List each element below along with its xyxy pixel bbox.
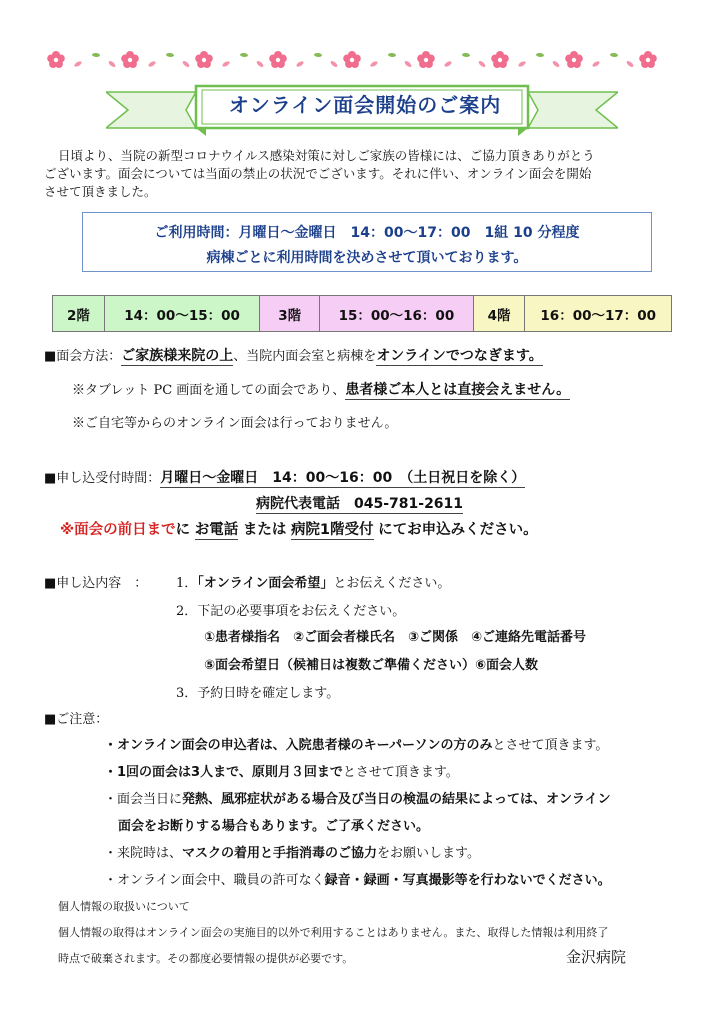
ward-hours-note: 病棟ごとに利用時間を決めさせて頂いております。 bbox=[206, 250, 528, 266]
petal-icon bbox=[330, 60, 339, 68]
flower-icon bbox=[47, 51, 65, 68]
online-request-phrase: 「オンライン面会希望」 bbox=[197, 576, 334, 591]
caution-3-text: ・面会当日に bbox=[104, 792, 183, 807]
apply-reception: 病院1階受付 bbox=[290, 522, 374, 538]
flower-icon bbox=[565, 51, 583, 68]
flower-icon bbox=[491, 51, 509, 68]
caution-4-end: をお願いします。 bbox=[377, 846, 480, 861]
caution-3-continued: 面会をお断りする場合もあります。ご了承ください。 bbox=[118, 819, 429, 834]
flower-icon bbox=[121, 51, 139, 68]
method-row bbox=[44, 346, 543, 367]
method-note-1 bbox=[72, 380, 570, 401]
petal-icon bbox=[74, 60, 83, 67]
caution-5 bbox=[104, 871, 611, 891]
method-visit: ご家族様来院の上 bbox=[121, 348, 234, 364]
phone-row bbox=[256, 494, 463, 515]
privacy-line-1: 個人情報の取得はオンライン面会の実施目的以外で利用することはありません。また、取得した情報は利用終了 bbox=[58, 926, 609, 939]
petal-icon bbox=[222, 60, 231, 67]
cautions-label: ■ご注意： bbox=[44, 712, 109, 727]
apply-phone: お電話 bbox=[194, 522, 239, 538]
floor-cell: 3階 bbox=[260, 296, 320, 331]
caution-4 bbox=[104, 844, 480, 864]
leaf-icon bbox=[536, 53, 544, 58]
reception-label: ■申し込受付時間： bbox=[44, 471, 161, 486]
caution-4-bold: マスクの着用と手指消毒のご協力 bbox=[182, 846, 378, 861]
usage-hours-line: ご利用時間：月曜日～金曜日 14：00～17：00 1組 10 分程度 bbox=[154, 225, 580, 241]
caution-4-text: ・来院時は、 bbox=[104, 846, 183, 861]
floor-cell: 2階 bbox=[53, 296, 105, 331]
flower-icon bbox=[269, 51, 287, 68]
leaf-icon bbox=[388, 53, 396, 58]
intro-line-3: させて頂きました。 bbox=[44, 184, 157, 199]
petal-icon bbox=[296, 60, 305, 67]
petal-icon bbox=[478, 60, 487, 68]
notice-text: に bbox=[175, 522, 191, 538]
notice-end: にてお申込みください。 bbox=[378, 522, 538, 538]
petal-icon bbox=[404, 60, 413, 68]
time-cell: 15：00～16：00 bbox=[320, 296, 474, 331]
method-label: ■面会方法： bbox=[44, 349, 122, 364]
time-cell: 14：00～15：00 bbox=[105, 296, 261, 331]
petal-icon bbox=[626, 60, 635, 68]
privacy-heading: 個人情報の取扱いについて bbox=[58, 900, 190, 913]
petal-icon bbox=[592, 60, 601, 67]
caution-3-bold: 発熱、風邪症状がある場合及び当日の検温の結果によっては、オンライン bbox=[182, 792, 611, 807]
notice-or: または bbox=[242, 522, 287, 538]
tablet-note: ※タブレット PC 画面を通しての面会であり、 bbox=[72, 383, 346, 398]
contents-item-1 bbox=[176, 574, 450, 594]
petal-icon bbox=[444, 60, 453, 67]
contents-label: ■申し込内容 ： bbox=[44, 576, 148, 591]
caution-2-text: とさせて頂きます。 bbox=[342, 765, 459, 780]
caution-2-bold: ・1回の面会は3人まで、原則月３回まで bbox=[104, 765, 343, 780]
time-cell: 16：00～17：00 bbox=[525, 296, 671, 331]
leaf-icon bbox=[462, 53, 470, 58]
petal-icon bbox=[518, 60, 527, 67]
apply-notice bbox=[60, 520, 538, 540]
item-text: とお伝えください。 bbox=[333, 576, 451, 591]
caution-1 bbox=[104, 736, 608, 756]
contents-item-2: 2．下記の必要事項をお伝えください。 bbox=[176, 604, 406, 619]
method-note-2: ※ご自宅等からのオンライン面会は行っておりません。 bbox=[72, 416, 398, 431]
flower-icon bbox=[195, 51, 213, 68]
caution-1-bold: ・オンライン面会の申込者は、入院患者様のキーパーソンの方のみ bbox=[104, 738, 493, 753]
petal-icon bbox=[108, 60, 117, 68]
caution-2 bbox=[104, 763, 459, 783]
required-items-line-2: ⑤面会希望日（候補日は複数ご準備ください）⑥面会人数 bbox=[204, 658, 539, 673]
hospital-name: 金沢病院 bbox=[566, 948, 627, 966]
reception-hours: 月曜日～金曜日 14：00～16：00 （土日祝日を除く） bbox=[160, 470, 526, 486]
caution-1-text: とさせて頂きます。 bbox=[492, 738, 609, 753]
leaf-icon bbox=[240, 53, 248, 58]
contents-item-3: 3．予約日時を確定します。 bbox=[176, 686, 340, 701]
leaf-icon bbox=[314, 53, 322, 58]
flower-icon bbox=[639, 51, 657, 68]
item-number: 1． bbox=[176, 576, 198, 591]
method-online: オンラインでつなぎます。 bbox=[376, 348, 543, 364]
leaf-icon bbox=[166, 53, 174, 58]
no-direct-meeting: 患者様ご本人とは直接会えません。 bbox=[345, 382, 571, 398]
caution-5-bold: 録音・録画・写真撮影等を行わないでください。 bbox=[324, 873, 611, 888]
flower-icon bbox=[343, 51, 361, 68]
petal-icon bbox=[256, 60, 265, 68]
intro-line-2: ございます。面会については当面の禁止の状況でございます。それに伴い、オンライン面会を開始 bbox=[44, 166, 592, 181]
method-text: 、当院内面会室と病棟を bbox=[233, 349, 377, 364]
intro-line-1: 日頃より、当院の新型コロナウイルス感染対策に対しご家族の皆様には、ご協力頂きありがとう bbox=[58, 148, 595, 163]
petal-icon bbox=[370, 60, 379, 67]
required-items-line-1: ①患者様指名 ②ご面会者様氏名 ③ご関係 ④ご連絡先電話番号 bbox=[204, 630, 587, 645]
petal-icon bbox=[182, 60, 191, 68]
leaf-icon bbox=[92, 53, 100, 58]
page-title: オンライン面会開始のご案内 bbox=[228, 93, 502, 117]
reception-row bbox=[44, 468, 525, 489]
deadline-note: ※面会の前日まで bbox=[60, 522, 176, 538]
flower-garland-decoration bbox=[44, 46, 684, 74]
petal-icon bbox=[552, 60, 561, 68]
leaf-icon bbox=[610, 53, 618, 58]
floor-cell: 4階 bbox=[474, 296, 526, 331]
privacy-line-2: 時点で破棄されます。その都度必要情報の提供が必要です。 bbox=[58, 952, 354, 965]
petal-icon bbox=[148, 60, 157, 67]
flower-icon bbox=[417, 51, 435, 68]
floor-schedule-table bbox=[52, 295, 672, 332]
caution-3 bbox=[104, 790, 611, 810]
hospital-phone: 病院代表電話 045-781-2611 bbox=[256, 496, 464, 512]
caution-5-text: ・オンライン面会中、職員の許可なく bbox=[104, 873, 325, 888]
